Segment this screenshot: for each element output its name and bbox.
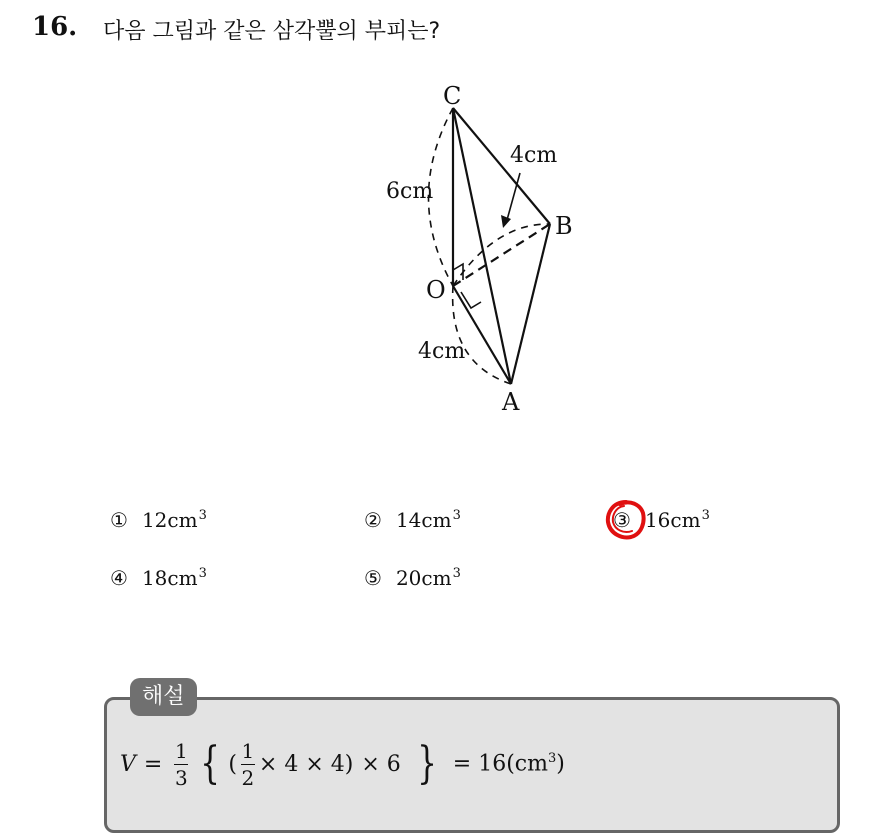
formula-open-paren: ( [228, 751, 237, 777]
choice-value: 16cm [644, 508, 701, 532]
choice-exponent: 3 [701, 508, 710, 524]
solution-formula [120, 732, 573, 796]
formula-variable: V [120, 751, 136, 777]
vertex-label-o: O [426, 276, 446, 304]
formula-result: = $16(cm^3)$ [452, 751, 565, 777]
choice-exponent: 3 [198, 566, 207, 582]
formula-equals: = [143, 751, 163, 777]
choice-value: 18cm [141, 566, 198, 590]
choice-exponent: 3 [198, 508, 207, 524]
choice-2[interactable] [364, 508, 461, 532]
formula-times-six: × 6 [361, 751, 401, 777]
choice-value: 14cm [395, 508, 452, 532]
choice-number: ① [110, 508, 128, 532]
formula-fraction-one-half [241, 740, 255, 789]
fraction-numerator: 1 [174, 738, 188, 763]
solution-tab: 해설 [130, 678, 197, 716]
fraction-denominator: 2 [241, 765, 255, 790]
vertex-label-a: A [502, 388, 520, 416]
answer-mark-circle [604, 498, 648, 542]
formula-close-brace: } [416, 738, 437, 789]
pointer-arrowhead [501, 215, 511, 228]
choice-exponent: 3 [452, 566, 461, 582]
vertex-label-b: B [555, 212, 573, 240]
choice-number: ④ [110, 566, 128, 590]
choice-exponent: 3 [452, 508, 461, 524]
choice-number: ② [364, 508, 382, 532]
dimension-label-cb: 4cm [510, 143, 558, 168]
fraction-numerator: 1 [241, 738, 255, 763]
right-angle-mark-1 [453, 264, 463, 280]
dimension-label-oc: 6cm [386, 179, 434, 204]
choice-1[interactable] [110, 508, 207, 532]
choice-number: ③ [613, 508, 631, 532]
choice-number: ⑤ [364, 566, 382, 590]
choice-value: 20cm [395, 566, 452, 590]
edge-ba [511, 224, 550, 384]
choice-4[interactable] [110, 566, 207, 590]
formula-fraction-one-third [174, 740, 188, 789]
question-number: 16. [32, 12, 78, 42]
fraction-denominator: 3 [174, 765, 188, 790]
dimension-label-oa: 4cm [418, 339, 466, 364]
triangular-pyramid-figure [360, 78, 600, 423]
choice-value: 12cm [141, 508, 198, 532]
choice-5[interactable] [364, 566, 461, 590]
question-text: 다음 그림과 같은 삼각뿔의 부피는? [103, 19, 441, 44]
vertex-label-c: C [443, 82, 462, 110]
edge-ob-hidden [453, 224, 550, 286]
formula-middle: × 4 × 4) [258, 751, 354, 777]
formula-open-brace: { [200, 738, 221, 789]
